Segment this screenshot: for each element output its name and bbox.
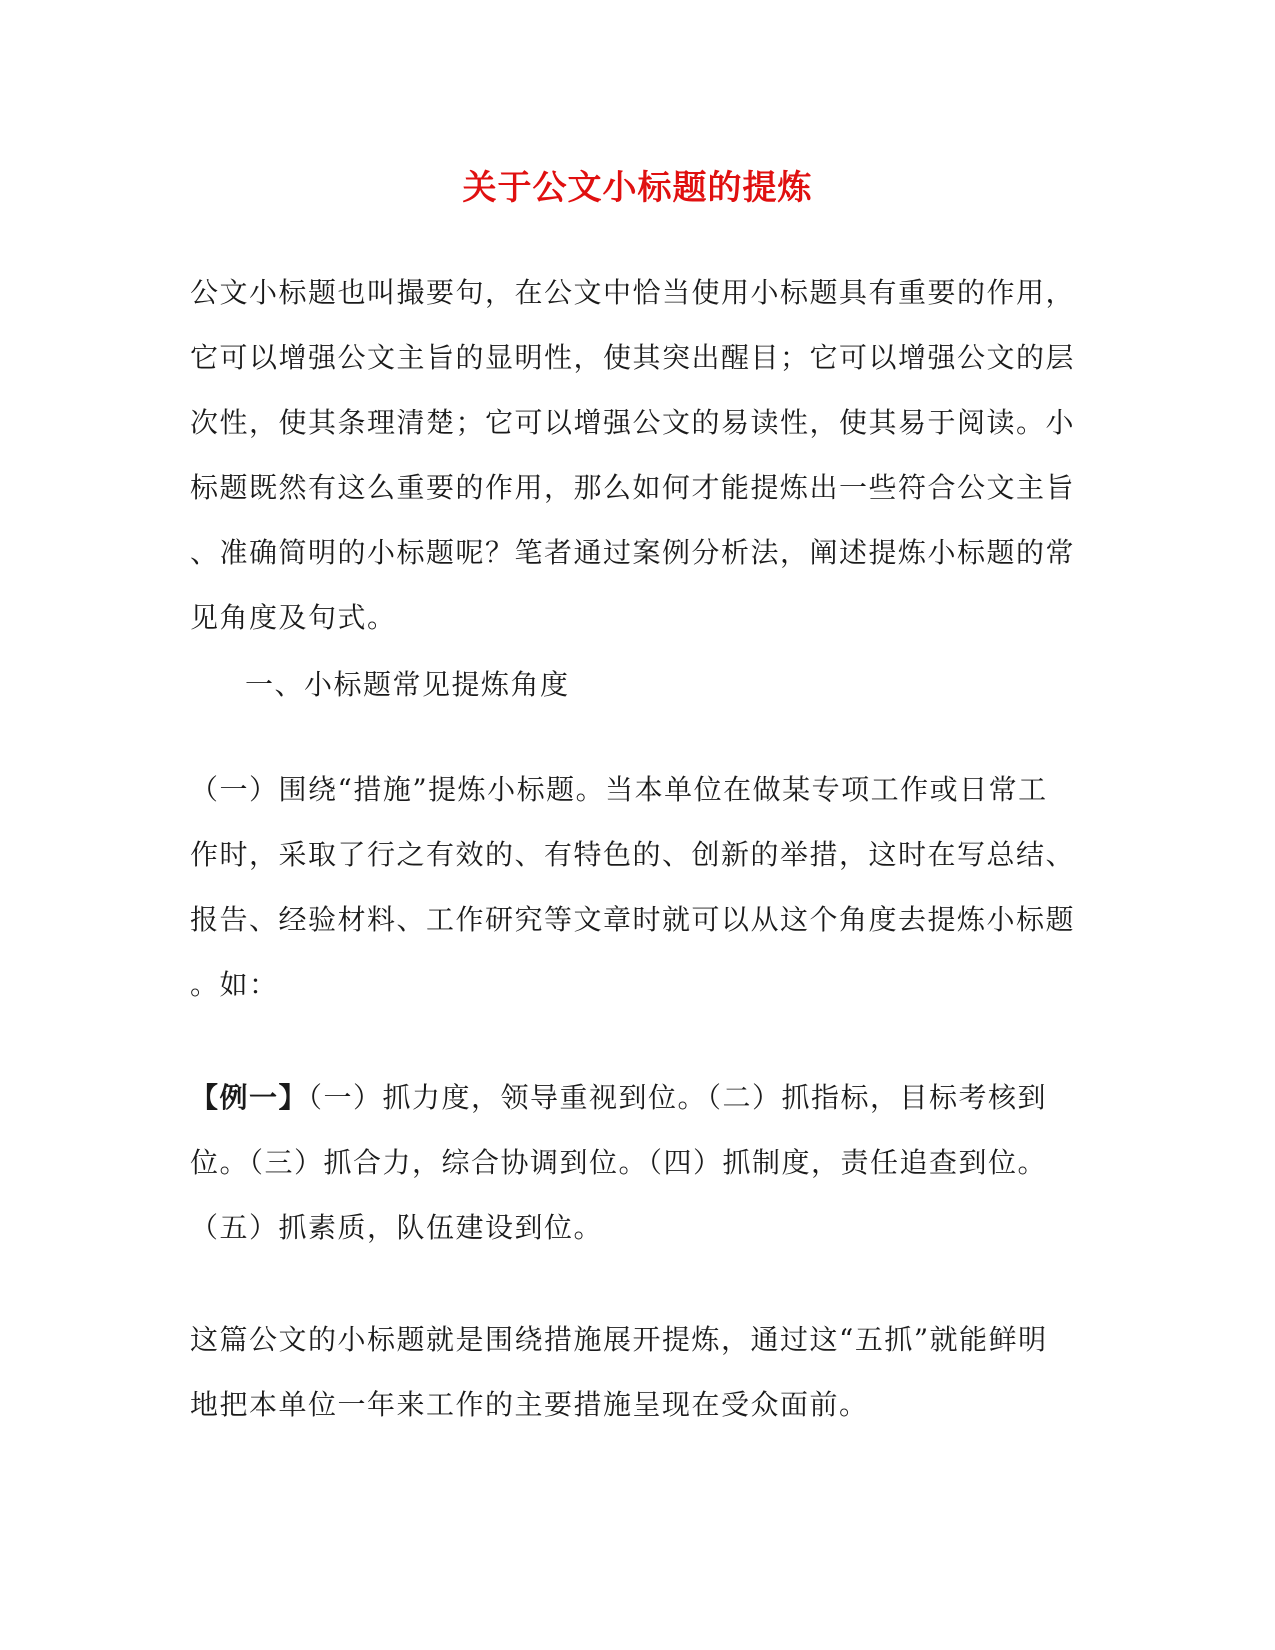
measures-line: （一）围绕“措施”提炼小标题。当本单位在做某专项工作或日常工: [190, 773, 1048, 806]
summary-line: 这篇公文的小标题就是围绕措施展开提炼，通过这“五抓”就能鲜明: [190, 1323, 1048, 1356]
measures-line: 。如：: [190, 968, 279, 1001]
measures-line: 报告、经验材料、工作研究等文章时就可以从这个角度去提炼小标题: [190, 903, 1076, 936]
example-paragraph: [190, 1065, 1070, 1260]
summary-line: 地把本单位一年来工作的主要措施呈现在受众面前。: [190, 1388, 869, 1421]
measures-paragraph: [190, 757, 1076, 1017]
example-line: 位。（三）抓合力，综合协调到位。（四）抓制度，责任追查到位。: [190, 1146, 1048, 1179]
intro-line: 、准确简明的小标题呢？笔者通过案例分析法，阐述提炼小标题的常: [190, 536, 1076, 569]
intro-line: 见角度及句式。: [190, 601, 397, 634]
intro-line: 次性，使其条理清楚；它可以增强公文的易读性，使其易于阅读。小: [190, 406, 1076, 439]
document-title: 关于公文小标题的提炼: [462, 168, 813, 208]
intro-line: 公文小标题也叫撮要句，在公文中恰当使用小标题具有重要的作用，: [190, 276, 1076, 309]
measures-line: 作时，采取了行之有效的、有特色的、创新的举措，这时在写总结、: [190, 838, 1076, 871]
intro-line: 标题既然有这么重要的作用，那么如何才能提炼出一些符合公文主旨: [190, 471, 1076, 504]
intro-line: 它可以增强公文主旨的显明性，使其突出醒目；它可以增强公文的层: [190, 341, 1076, 374]
example-label: 【例一】: [190, 1081, 309, 1114]
intro-paragraph: [190, 260, 1076, 650]
example-first-line-text: （一）抓力度，领导重视到位。（二）抓指标，目标考核到: [308, 1081, 1048, 1114]
example-line: （五）抓素质，队伍建设到位。: [190, 1211, 604, 1244]
summary-paragraph: [190, 1307, 1070, 1437]
section-heading: 一、小标题常见提炼角度: [245, 668, 570, 701]
example-first-line: [190, 1065, 1070, 1130]
